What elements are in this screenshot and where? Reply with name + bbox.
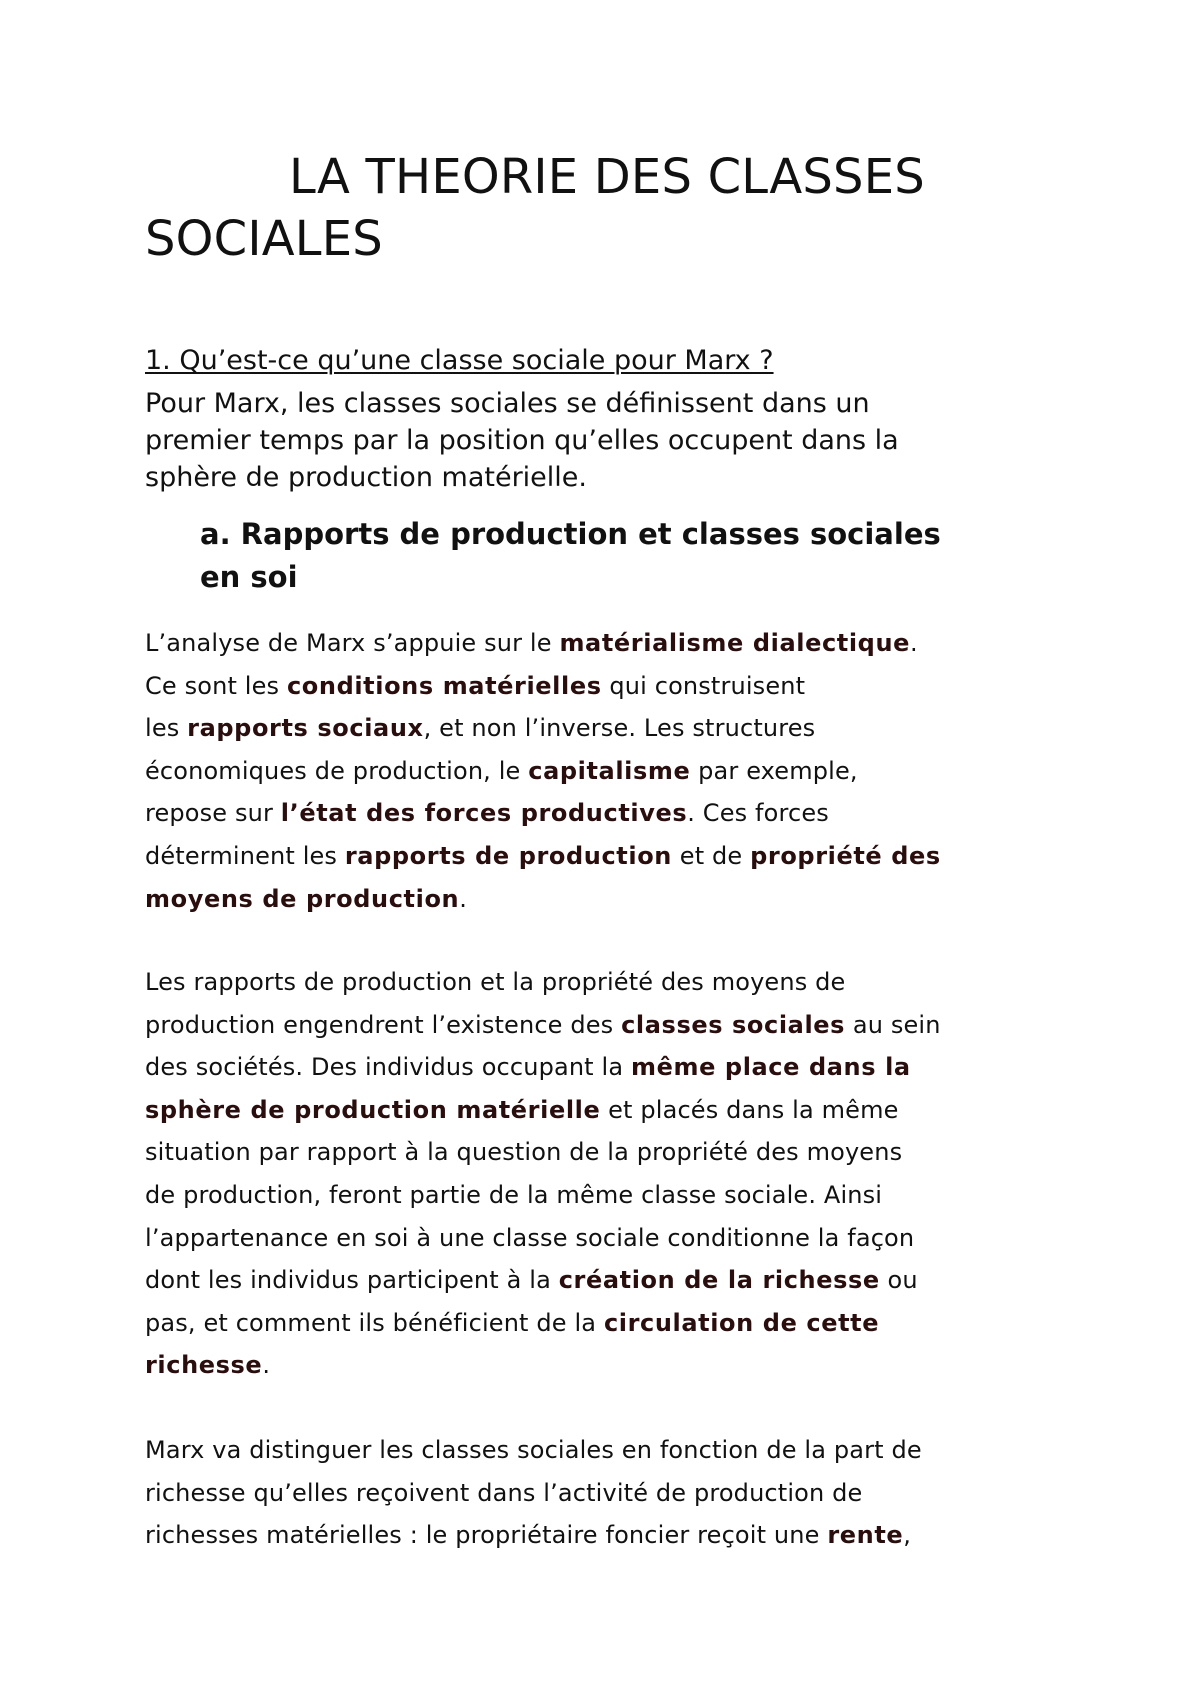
bold-term: propriété des <box>750 841 941 870</box>
intro-line: premier temps par la position qu’elles occupent dans la <box>145 425 899 456</box>
body-paragraph-3 <box>145 1429 1075 1557</box>
bold-term: conditions matérielles <box>286 671 602 700</box>
body-paragraph-2 <box>145 961 1075 1387</box>
bold-term: moyens de production <box>145 884 460 913</box>
paragraph-line: richesse qu’elles reçoivent dans l’activité de production de <box>145 1478 863 1507</box>
body-paragraph-1 <box>145 622 1075 920</box>
paragraph-line: richesse. <box>145 1351 271 1380</box>
paragraph-line: richesses matérielles : le propriétaire foncier reçoit une rente, <box>145 1521 912 1550</box>
paragraph-line: L’analyse de Marx s’appuie sur le matérialisme dialectique. <box>145 629 918 657</box>
paragraph-line: des sociétés. Des individus occupant la même place dans la <box>145 1053 911 1082</box>
intro-paragraph <box>145 385 1075 496</box>
subsection-heading <box>200 513 1080 599</box>
paragraph-line: dont les individus participent à la création de la richesse ou <box>145 1266 918 1295</box>
subsection-heading-line: a. Rapports de production et classes sociales <box>200 517 941 551</box>
bold-term: l’état des forces productives <box>280 799 688 828</box>
paragraph-line: Les rapports de production et la propriété des moyens de <box>145 968 846 996</box>
paragraph-line: les rapports sociaux, et non l’inverse. Les structures <box>145 714 816 743</box>
bold-term: sphère de production matérielle <box>145 1095 601 1124</box>
paragraph-line: production engendrent l’existence des classes sociales au sein <box>145 1010 941 1039</box>
paragraph-line: sphère de production matérielle et placés dans la même <box>145 1095 899 1124</box>
bold-term: classes sociales <box>621 1010 846 1039</box>
subsection-heading-line: en soi <box>200 560 298 594</box>
paragraph-line: pas, et comment ils bénéficient de la circulation de cette <box>145 1308 880 1337</box>
bold-term: rente <box>827 1521 904 1550</box>
bold-term: création de la richesse <box>558 1266 880 1295</box>
section-heading: 1. Qu’est-ce qu’une classe sociale pour Marx ? <box>145 345 774 376</box>
bold-term: même place dans la <box>630 1053 911 1082</box>
bold-term: richesse <box>145 1351 263 1380</box>
paragraph-line: Marx va distinguer les classes sociales en fonction de la part de <box>145 1436 922 1464</box>
paragraph-line: l’appartenance en soi à une classe sociale conditionne la façon <box>145 1223 915 1252</box>
intro-line: Pour Marx, les classes sociales se définissent dans un <box>145 388 870 419</box>
paragraph-line: de production, feront partie de la même classe sociale. Ainsi <box>145 1180 883 1209</box>
bold-term: matérialisme dialectique <box>559 629 911 657</box>
paragraph-line: situation par rapport à la question de la propriété des moyens <box>145 1138 903 1167</box>
bold-term: rapports sociaux <box>187 714 424 743</box>
bold-term: rapports de production <box>344 841 672 870</box>
bold-term: capitalisme <box>528 756 691 785</box>
document-title: LA THEORIE DES CLASSES SOCIALES <box>145 149 925 267</box>
paragraph-line: repose sur l’état des forces productives. Ces forces <box>145 799 829 828</box>
paragraph-line: Ce sont les conditions matérielles qui construisent <box>145 671 806 700</box>
paragraph-line: déterminent les rapports de production et de propriété des <box>145 841 941 870</box>
bold-term: circulation de cette <box>603 1308 880 1337</box>
paragraph-line: moyens de production. <box>145 884 468 913</box>
intro-line: sphère de production matérielle. <box>145 462 587 493</box>
paragraph-line: économiques de production, le capitalisme par exemple, <box>145 756 858 785</box>
